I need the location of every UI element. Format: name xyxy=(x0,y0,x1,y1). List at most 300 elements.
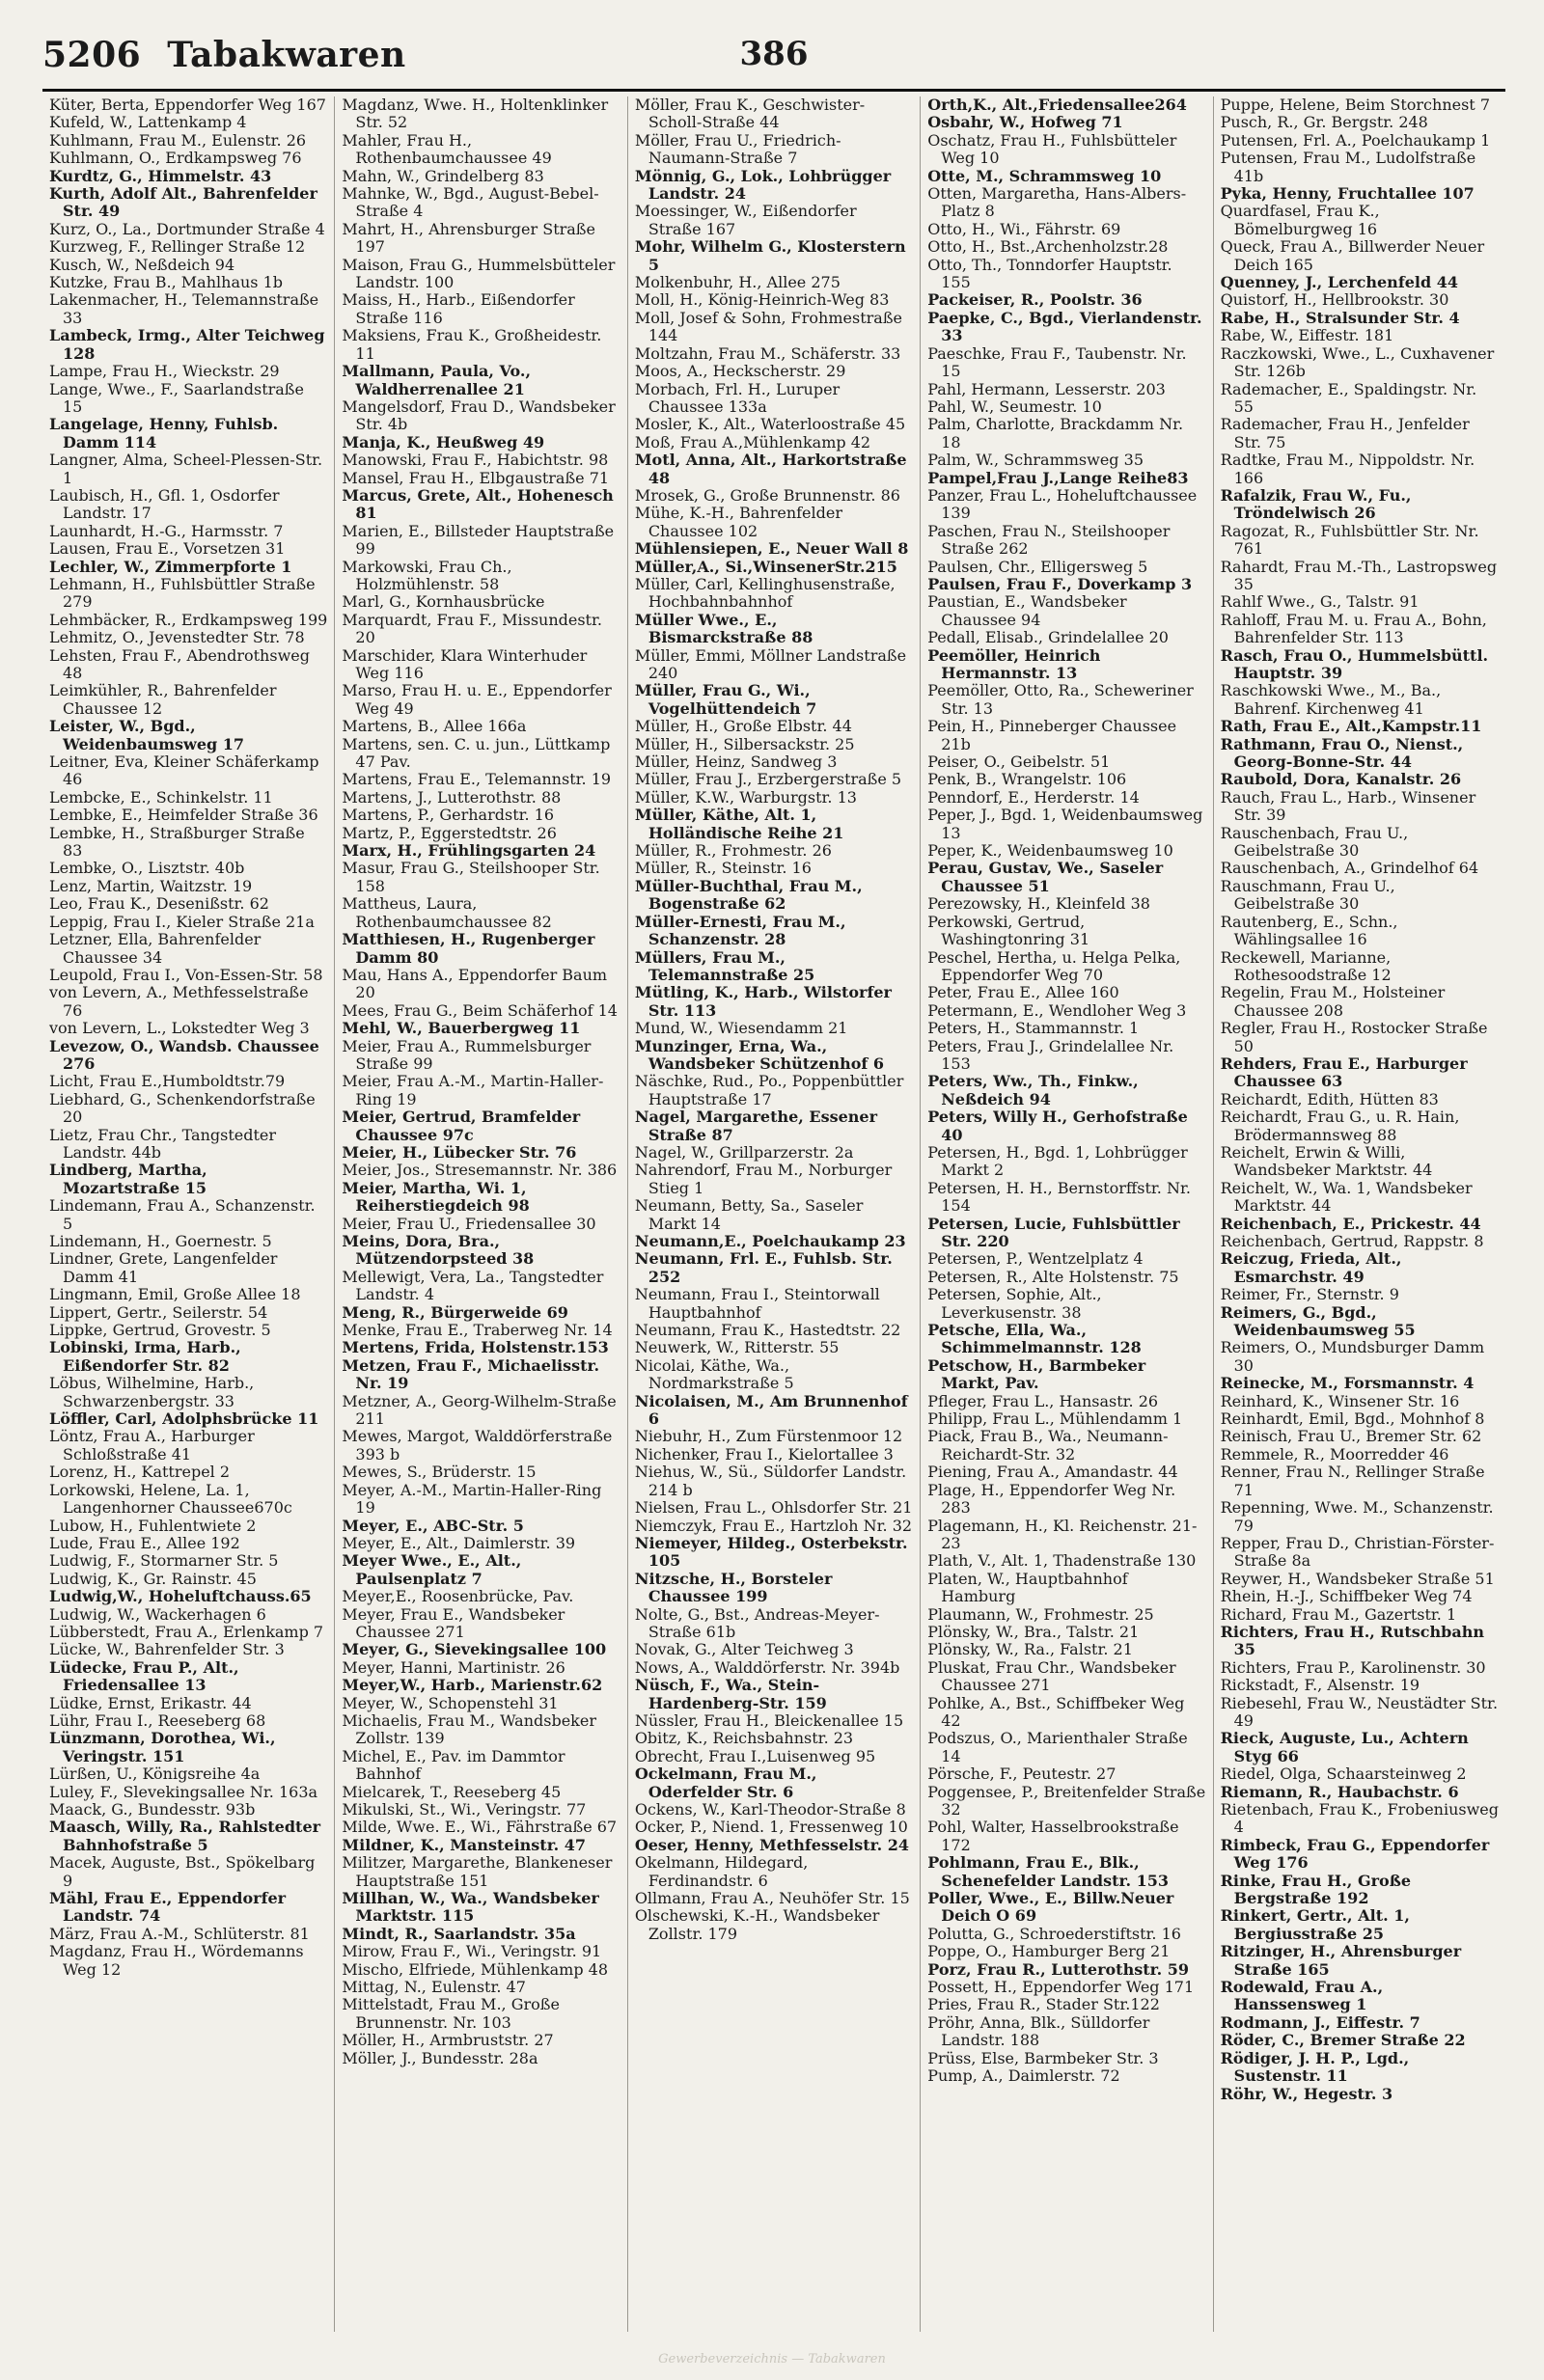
directory-entry: Lubow, H., Fuhlentwiete 2 xyxy=(49,1516,257,1535)
directory-entry: Moß, Frau A.,Mühlenkamp 42 xyxy=(634,432,871,451)
directory-entry: Podszus, O., Marienthaler Straße 14 xyxy=(927,1729,1188,1765)
directory-entry: Meyer, E., Alt., Daimlerstr. 39 xyxy=(342,1533,576,1552)
directory-entry: Plönsky, W., Bra., Talstr. 21 xyxy=(927,1622,1140,1641)
directory-entry: Reimer, Fr., Sternstr. 9 xyxy=(1220,1285,1399,1304)
directory-entry: Platen, W., Hauptbahnhof Hamburg xyxy=(927,1569,1128,1606)
directory-entry: Lindberg, Martha, Mozartstraße 15 xyxy=(49,1161,207,1197)
directory-entry: Luley, F., Slevekingsallee Nr. 163a xyxy=(49,1782,318,1801)
directory-entry: Meier, H., Lübecker Str. 76 xyxy=(342,1142,577,1162)
directory-entry: Mees, Frau G., Beim Schäferhof 14 xyxy=(342,1000,618,1020)
directory-entry: Mindt, R., Saarlandstr. 35a xyxy=(342,1924,576,1943)
directory-entry: Pahl, Hermann, Lesserstr. 203 xyxy=(927,379,1166,398)
directory-entry: Mirow, Frau F., Wi., Veringstr. 91 xyxy=(342,1942,602,1961)
directory-entry: Rademacher, Frau H., Jenfelder Str. 75 xyxy=(1220,415,1470,451)
directory-entry: Penk, B., Wrangelstr. 106 xyxy=(927,770,1127,789)
directory-entry: Mewes, S., Brüderstr. 15 xyxy=(342,1463,537,1482)
directory-entry: Müller,A., Si.,WinsenerStr.215 xyxy=(634,557,897,576)
directory-entry: Panzer, Frau L., Hoheluftchaussee 139 xyxy=(927,485,1198,523)
directory-entry: Metzen, Frau F., Michaelisstr. Nr. 19 xyxy=(342,1355,600,1393)
directory-entry: Lingmann, Emil, Große Allee 18 xyxy=(49,1285,301,1304)
directory-entry: Peters, H., Stammannstr. 1 xyxy=(927,1019,1140,1038)
directory-entry: Rinkert, Gertr., Alt. 1, Bergiusstraße 25 xyxy=(1220,1906,1410,1943)
directory-entry: Reimers, G., Bgd., Weidenbaumsweg 55 xyxy=(1220,1302,1416,1340)
directory-entry: Peper, J., Bgd. 1, Weidenbaumsweg 13 xyxy=(927,806,1203,842)
directory-entry: Neumann, Frl. E., Fuhlsb. Str. 252 xyxy=(634,1249,893,1286)
directory-entry: Marso, Frau H. u. E., Eppendorfer Weg 49 xyxy=(342,681,612,718)
directory-entry: Marl, G., Kornhausbrücke xyxy=(342,592,545,612)
directory-entry: Plath, V., Alt. 1, Thadenstraße 130 xyxy=(927,1551,1197,1571)
directory-entry: Mahrt, H., Ahrensburger Straße 197 xyxy=(342,219,595,257)
directory-entry: Liebhard, G., Schenkendorfstraße 20 xyxy=(49,1089,316,1127)
directory-entry: Ockens, W., Karl-Theodor-Straße 8 xyxy=(634,1800,906,1819)
directory-entry: Richard, Frau M., Gazertstr. 1 xyxy=(1220,1604,1457,1624)
directory-entry: Ollmann, Frau A., Neuhöfer Str. 15 xyxy=(634,1889,910,1908)
directory-entry: Porz, Frau R., Lutterothstr. 59 xyxy=(927,1959,1189,1979)
directory-entry: Meng, R., Bürgerweide 69 xyxy=(342,1302,568,1322)
directory-entry: Rauschenbach, A., Grindelhof 64 xyxy=(1220,859,1479,878)
directory-entry: Neuwerk, W., Ritterstr. 55 xyxy=(634,1338,840,1357)
directory-entry: Neumann,E., Poelchaukamp 23 xyxy=(634,1232,906,1250)
directory-entry: Löbus, Wilhelmine, Harb., Schwarzenbergstr. 33 xyxy=(49,1374,255,1410)
directory-entry: Mewes, Margot, Walddörferstraße 393 b xyxy=(342,1427,613,1464)
directory-entry: Müller, Frau G., Wi., Vogelhüttendeich 7 xyxy=(634,681,817,718)
directory-entry: Leimkühler, R., Bahrenfelder Chaussee 12 xyxy=(49,681,277,718)
directory-entry: Martz, P., Eggerstedtstr. 26 xyxy=(342,823,557,842)
directory-entry: Raubold, Dora, Kanalstr. 26 xyxy=(1220,770,1462,789)
directory-entry: Lindner, Grete, Langenfelder Damm 41 xyxy=(49,1249,278,1286)
directory-entry: Pedall, Elisab., Grindelallee 20 xyxy=(927,628,1169,647)
directory-entry: Pohl, Walter, Hasselbrookstraße 172 xyxy=(927,1818,1179,1854)
directory-entry: Müller, H., Große Elbstr. 44 xyxy=(634,717,852,736)
directory-entry: Moltzahn, Frau M., Schäferstr. 33 xyxy=(634,343,901,363)
center-number: 386 xyxy=(739,35,809,73)
directory-entry: Otte, M., Schrammsweg 10 xyxy=(927,166,1162,185)
directory-entry: Reiczug, Frieda, Alt., Esmarchstr. 49 xyxy=(1220,1249,1402,1286)
directory-entry: Langelage, Henny, Fuhlsb. Damm 114 xyxy=(49,415,279,451)
directory-entry: Rauschenbach, Frau U., Geibelstraße 30 xyxy=(1220,823,1409,861)
directory-entry: Raschkowski Wwe., M., Ba., Bahrenf. Kirchenweg 41 xyxy=(1220,681,1442,718)
directory-entry: Müller, Frau J., Erzbergerstraße 5 xyxy=(634,770,902,789)
directory-entry: Nicolaisen, M., Am Brunnenhof 6 xyxy=(634,1391,908,1429)
directory-entry: Letzner, Ella, Bahrenfelder Chaussee 34 xyxy=(49,930,262,967)
directory-entry: Richters, Frau H., Rutschbahn 35 xyxy=(1220,1622,1484,1659)
directory-entry: Lehmitz, O., Jevenstedter Str. 78 xyxy=(49,628,305,647)
directory-entry: Rabe, H., Stralsunder Str. 4 xyxy=(1220,308,1460,327)
directory-entry: Philipp, Frau L., Mühlendamm 1 xyxy=(927,1409,1183,1429)
directory-entry: Mahnke, W., Bgd., August-Bebel-Straße 4 xyxy=(342,184,599,221)
directory-entry: Metzner, A., Georg-Wilhelm-Straße 211 xyxy=(342,1391,617,1429)
directory-entry: Marcus, Grete, Alt., Hohenesch 81 xyxy=(342,485,614,523)
directory-entry: Leppig, Frau I., Kieler Straße 21a xyxy=(49,912,315,931)
directory-entry: Raczkowski, Wwe., L., Cuxhavener Str. 126b xyxy=(1220,343,1495,381)
directory-entry: Meyer, G., Sievekingsallee 100 xyxy=(342,1640,607,1659)
directory-entry: Pusch, R., Gr. Bergstr. 248 xyxy=(1220,113,1428,132)
directory-entry: Osbahr, W., Hofweg 71 xyxy=(927,113,1123,132)
directory-entry: Oschatz, Frau H., Fuhlsbütteler Weg 10 xyxy=(927,130,1177,168)
directory-entry: Kurz, O., La., Dortmunder Straße 4 xyxy=(49,219,325,238)
directory-entry: Nüsch, F., Wa., Stein-Hardenberg-Str. 159 xyxy=(634,1676,827,1712)
directory-entry: Müller-Buchthal, Frau M., Bogenstraße 62 xyxy=(634,876,863,914)
directory-entry: Rinke, Frau H., Große Bergstraße 192 xyxy=(1220,1871,1412,1908)
directory-entry: Maiss, H., Harb., Eißendorfer Straße 116 xyxy=(342,290,575,327)
directory-entry: Novak, G., Alter Teichweg 3 xyxy=(634,1640,854,1659)
directory-entry: Orth,K., Alt.,Friedensallee264 xyxy=(927,96,1187,114)
directory-entry: Mahn, W., Grindelberg 83 xyxy=(342,166,544,185)
directory-entry: Regler, Frau H., Rostocker Straße 50 xyxy=(1220,1019,1488,1055)
directory-entry: Ludwig, W., Wackerhagen 6 xyxy=(49,1604,266,1624)
directory-entry: Rath, Frau E., Alt.,Kampstr.11 xyxy=(1220,717,1482,736)
directory-entry: Müller, Heinz, Sandweg 3 xyxy=(634,752,838,772)
directory-entry: Leitner, Eva, Kleiner Schäferkamp 46 xyxy=(49,752,319,789)
directory-entry: Repenning, Wwe. M., Schanzenstr. 79 xyxy=(1220,1498,1494,1535)
directory-entry: Remmele, R., Moorredder 46 xyxy=(1220,1444,1449,1464)
directory-entry: Mühlensiepen, E., Neuer Wall 8 xyxy=(634,539,909,559)
directory-entry: Paustian, E., Wandsbeker Chaussee 94 xyxy=(927,592,1127,629)
directory-entry: Kurdtz, G., Himmelstr. 43 xyxy=(49,166,272,185)
directory-entry: Plaumann, W., Frohmestr. 25 xyxy=(927,1604,1154,1624)
directory-entry: Ludwig,W., Hoheluftchauss.65 xyxy=(49,1587,312,1606)
directory-entry: Mund, W., Wiesendamm 21 xyxy=(634,1019,848,1038)
directory-entry: Pump, A., Daimlerstr. 72 xyxy=(927,2066,1120,2086)
directory-entry: Rathmann, Frau O., Nienst., Georg-Bonne-Str. 44 xyxy=(1220,734,1464,772)
directory-entry: Müller, R., Frohmestr. 26 xyxy=(634,841,832,861)
directory-entry: Reinisch, Frau U., Bremer Str. 62 xyxy=(1220,1427,1482,1446)
directory-entry: Lobinski, Irma, Harb., Eißendorfer Str. 82 xyxy=(49,1338,241,1375)
directory-entry: Paulsen, Frau F., Doverkamp 3 xyxy=(927,574,1193,593)
directory-entry: Lude, Frau E., Allee 192 xyxy=(49,1533,240,1552)
directory-entry: Meyer, E., ABC-Str. 5 xyxy=(342,1516,524,1535)
directory-entry: Lakenmacher, H., Telemannstraße 33 xyxy=(49,290,319,327)
directory-entry: Ritzinger, H., Ahrensburger Straße 165 xyxy=(1220,1942,1462,1979)
directory-entry: Pein, H., Pinneberger Chaussee 21b xyxy=(927,717,1177,753)
directory-entry: Repper, Frau D., Christian-Förster-Straße 8a xyxy=(1220,1533,1495,1571)
directory-entry: Mütling, K., Harb., Wilstorfer Str. 113 xyxy=(634,983,892,1020)
directory-entry: Petsche, Ella, Wa., Schimmelmannstr. 128 xyxy=(927,1321,1142,1357)
directory-entry: Leupold, Frau I., Von-Essen-Str. 58 xyxy=(49,965,323,984)
directory-entry: Meyer,W., Harb., Marienstr.62 xyxy=(342,1676,603,1695)
directory-entry: Meyer, Frau E., Wandsbeker Chaussee 271 xyxy=(342,1604,565,1641)
directory-entry: Peters, Ww., Th., Finkw., Neßdeich 94 xyxy=(927,1072,1139,1108)
directory-entry: Paschen, Frau N., Steilshooper Straße 262 xyxy=(927,521,1171,559)
directory-entry: Lüdecke, Frau P., Alt., Friedensallee 13 xyxy=(49,1657,239,1695)
directory-entry: Nagel, Margarethe, Essener Straße 87 xyxy=(634,1108,878,1144)
directory-entry: Reinecke, M., Forsmannstr. 4 xyxy=(1220,1374,1475,1393)
directory-entry: von Levern, L., Lokstedter Weg 3 xyxy=(49,1019,310,1038)
directory-entry: Palm, Charlotte, Brackdamm Nr. 18 xyxy=(927,415,1184,451)
directory-entry: Millhan, W., Wa., Wandsbeker Marktstr. 115 xyxy=(342,1889,599,1926)
directory-entry: Neumann, Betty, Sa., Saseler Markt 14 xyxy=(634,1196,864,1233)
directory-entry: Nielsen, Frau L., Ohlsdorfer Str. 21 xyxy=(634,1498,913,1518)
directory-entry: März, Frau A.-M., Schlüterstr. 81 xyxy=(49,1924,310,1943)
directory-entry: Niehus, W., Sü., Süldorfer Landstr. 214 b xyxy=(634,1463,907,1499)
directory-entry: Rademacher, E., Spaldingstr. Nr. 55 xyxy=(1220,379,1477,416)
directory-entry: Möller, Frau U., Friedrich-Naumann-Straße 7 xyxy=(634,130,841,168)
directory-entry: Reichenbach, Gertrud, Rappstr. 8 xyxy=(1220,1232,1484,1250)
directory-entry: Pröhr, Anna, Blk., Sülldorfer Landstr. 188 xyxy=(927,2012,1150,2050)
column-4 xyxy=(921,96,1213,2332)
directory-entry: Peter, Frau E., Allee 160 xyxy=(927,983,1119,1002)
directory-entry: Meyer, Hanni, Martinistr. 26 xyxy=(342,1657,565,1677)
directory-entry: Michaelis, Frau M., Wandsbeker Zollstr. 139 xyxy=(342,1710,596,1748)
directory-entry: Matthiesen, H., Rugenberger Damm 80 xyxy=(342,930,595,967)
directory-entry: Poller, Wwe., E., Billw.Neuer Deich O 69 xyxy=(927,1889,1174,1926)
directory-entry: Langner, Alma, Scheel-Plessen-Str. 1 xyxy=(49,451,323,487)
directory-entry: Mühe, K.-H., Bahrenfelder Chaussee 102 xyxy=(634,504,842,540)
directory-entry: Kuhlmann, Frau M., Eulenstr. 26 xyxy=(49,130,307,150)
directory-entry: Müllers, Frau M., Telemannstraße 25 xyxy=(634,947,815,984)
directory-entry: Mrosek, G., Große Brunnenstr. 86 xyxy=(634,485,900,505)
directory-entry: Obitz, K., Reichsbahnstr. 23 xyxy=(634,1729,854,1748)
directory-entry: Meier, Gertrud, Bramfelder Chaussee 97c xyxy=(342,1108,581,1144)
directory-entry: Poggensee, P., Breitenfelder Straße 32 xyxy=(927,1782,1206,1819)
directory-entry: Pyka, Henny, Fruchtallee 107 xyxy=(1220,184,1475,204)
directory-entry: Rhein, H.-J., Schiffbeker Weg 74 xyxy=(1220,1587,1473,1606)
directory-entry: Müller-Ernesti, Frau M., Schanzenstr. 28 xyxy=(634,912,846,949)
directory-entry: Lübberstedt, Frau A., Erlenkamp 7 xyxy=(49,1622,324,1641)
directory-entry: Possett, H., Eppendorfer Weg 171 xyxy=(927,1978,1195,1997)
column-3 xyxy=(628,96,921,2332)
directory-entry: Morbach, Frl. H., Luruper Chaussee 133a xyxy=(634,379,841,416)
directory-entry: Magdanz, Frau H., Wördemanns Weg 12 xyxy=(49,1942,304,1979)
directory-entry: Lehmbäcker, R., Erdkampsweg 199 xyxy=(49,610,328,629)
directory-entry: Müller, Käthe, Alt. 1, Holländische Reihe 21 xyxy=(634,806,844,842)
directory-entry: Martens, sen. C. u. jun., Lüttkamp 47 Pav. xyxy=(342,734,611,772)
directory-entry: Möller, H., Armbruststr. 27 xyxy=(342,2031,554,2050)
directory-entry: Meyer, A.-M., Martin-Haller-Ring 19 xyxy=(342,1480,602,1518)
page-header xyxy=(42,27,1505,92)
directory-entry: Pörsche, F., Peutestr. 27 xyxy=(927,1764,1117,1784)
directory-entry: Lange, Wwe., F., Saarlandstraße 15 xyxy=(49,379,304,416)
directory-entry: Rahlf Wwe., G., Talstr. 91 xyxy=(1220,592,1420,612)
directory-entry: Reichardt, Edith, Hütten 83 xyxy=(1220,1089,1439,1108)
directory-entry: Mildner, K., Mansteinstr. 47 xyxy=(342,1835,587,1854)
directory-entry: Maison, Frau G., Hummelsbütteler Landstr. 100 xyxy=(342,255,616,292)
directory-entry: Marquardt, Frau F., Missundestr. 20 xyxy=(342,610,602,647)
directory-entry: Petersen, Sophie, Alt., Leverkusenstr. 38 xyxy=(927,1285,1102,1322)
directory-entry: Mittag, N., Eulenstr. 47 xyxy=(342,1978,526,1997)
directory-entry: Nagel, W., Grillparzerstr. 2a xyxy=(634,1142,854,1162)
directory-entry: Rieck, Auguste, Lu., Achtern Styg 66 xyxy=(1220,1729,1469,1765)
column-5 xyxy=(1214,96,1505,2332)
directory-entry: Regelin, Frau M., Holsteiner Chaussee 208 xyxy=(1220,983,1446,1020)
directory-entry: Prüss, Else, Barmbeker Str. 3 xyxy=(927,2048,1159,2067)
directory-entry: Lüdke, Ernst, Erikastr. 44 xyxy=(49,1693,252,1712)
directory-entry: Lampe, Frau H., Wieckstr. 29 xyxy=(49,362,280,381)
directory-entry: Rietenbach, Frau K., Frobeniusweg 4 xyxy=(1220,1800,1500,1837)
directory-entry: Peschel, Hertha, u. Helga Pelka, Eppendorfer Weg 70 xyxy=(927,947,1181,984)
directory-entry: Lembke, O., Lisztstr. 40b xyxy=(49,859,245,878)
directory-entry: Michel, E., Pav. im Dammtor Bahnhof xyxy=(342,1746,565,1784)
directory-entry: Pluskat, Frau Chr., Wandsbeker Chaussee 271 xyxy=(927,1657,1176,1695)
directory-entry: Otto, Th., Tonndorfer Hauptstr. 155 xyxy=(927,255,1172,292)
directory-entry: Niemeyer, Hildeg., Osterbekstr. 105 xyxy=(634,1533,908,1571)
directory-entry: Marien, E., Billsteder Hauptstraße 99 xyxy=(342,521,615,559)
directory-entry: Rautenberg, E., Schn., Wählingsallee 16 xyxy=(1220,912,1398,949)
directory-entry: Markowski, Frau Ch., Holzmühlenstr. 58 xyxy=(342,557,512,593)
directory-entry: Kurzweg, F., Rellinger Straße 12 xyxy=(49,237,306,257)
directory-entry: Mähl, Frau E., Eppendorfer Landstr. 74 xyxy=(49,1889,287,1926)
directory-entry: Lehmann, H., Fuhlsbüttler Straße 279 xyxy=(49,574,316,612)
directory-entry: Puppe, Helene, Beim Storchnest 7 xyxy=(1220,96,1490,114)
directory-entry: Rickstadt, F., Alsenstr. 19 xyxy=(1220,1676,1420,1695)
directory-entry: Launhardt, H.-G., Harmsstr. 7 xyxy=(49,521,284,540)
directory-entry: Radtke, Frau M., Nippoldstr. Nr. 166 xyxy=(1220,451,1475,487)
directory-entry: Peper, K., Weidenbaumsweg 10 xyxy=(927,841,1173,861)
directory-entry: Lorenz, H., Kattrepel 2 xyxy=(49,1463,231,1482)
directory-entry: Palm, W., Schrammsweg 35 xyxy=(927,451,1144,470)
directory-entry: Reichenbach, E., Prickestr. 44 xyxy=(1220,1214,1481,1233)
directory-entry: Lühr, Frau I., Reeseberg 68 xyxy=(49,1710,266,1730)
directory-entry: Rafalzik, Frau W., Fu., Tröndelwisch 26 xyxy=(1220,485,1412,523)
directory-entry: Otto, H., Bst.,Archenholzstr.28 xyxy=(927,237,1169,257)
directory-entry: Lünzmann, Dorothea, Wi., Veringstr. 151 xyxy=(49,1729,276,1765)
directory-entry: Röhr, W., Hegestr. 3 xyxy=(1220,2084,1393,2103)
directory-entry: Kusch, W., Neßdeich 94 xyxy=(49,255,235,274)
directory-entry: Lindemann, Frau A., Schanzenstr. 5 xyxy=(49,1196,316,1233)
directory-entry: Olschewski, K.-H., Wandsbeker Zollstr. 179 xyxy=(634,1906,880,1943)
directory-entry: Lippke, Gertrud, Grovestr. 5 xyxy=(49,1321,271,1340)
directory-entry: Leo, Frau K., Desenißstr. 62 xyxy=(49,894,269,914)
directory-entry: Laubisch, H., Gfl. 1, Osdorfer Landstr. 17 xyxy=(49,485,280,523)
directory-entry: Mohr, Wilhelm G., Klosterstern 5 xyxy=(634,237,906,274)
directory-entry: Nows, A., Walddörferstr. Nr. 394b xyxy=(634,1657,900,1677)
directory-entry: Mansel, Frau H., Elbgaustraße 71 xyxy=(342,468,610,487)
directory-entry: Okelmann, Hildegard, Ferdinandstr. 6 xyxy=(634,1853,809,1890)
directory-entry: Näschke, Rud., Po., Poppenbüttler Hauptstraße 17 xyxy=(634,1072,904,1108)
directory-entry: Müller, Emmi, Möllner Landstraße 240 xyxy=(634,645,907,682)
directory-entry: Perkowski, Gertrud, Washingtonring 31 xyxy=(927,912,1090,949)
directory-entry: Mielcarek, T., Reeseberg 45 xyxy=(342,1782,562,1801)
directory-entry: Ragozat, R., Fuhlsbüttler Str. Nr. 761 xyxy=(1220,521,1479,559)
directory-entry: Quenney, J., Lerchenfeld 44 xyxy=(1220,273,1458,292)
directory-entry: Röder, C., Bremer Straße 22 xyxy=(1220,2031,1466,2050)
directory-entry: Martens, J., Lutterothstr. 88 xyxy=(342,787,562,807)
directory-entry: Müller, H., Silbersackstr. 25 xyxy=(634,734,855,753)
directory-entry: Mertens, Frida, Holstenstr.153 xyxy=(342,1338,609,1357)
directory-entry: Lorkowski, Helene, La. 1, Langenhorner Chaussee670c xyxy=(49,1480,292,1518)
directory-entry: Lücke, W., Bahrenfelder Str. 3 xyxy=(49,1640,285,1659)
directory-entry: Queck, Frau A., Billwerder Neuer Deich 165 xyxy=(1220,237,1485,274)
directory-entry: Lembke, E., Heimfelder Straße 36 xyxy=(49,806,318,825)
directory-entry: Müller, K.W., Warburgstr. 13 xyxy=(634,787,857,807)
directory-entry: Peemöller, Otto, Ra., Scheweriner Str. 13 xyxy=(927,681,1194,718)
directory-entry: Mallmann, Paula, Vo., Waldherrenallee 21 xyxy=(342,362,532,398)
directory-entry: Magdanz, Wwe. H., Holtenklinker Str. 52 xyxy=(342,96,609,132)
directory-entry: Renner, Frau N., Rellinger Straße 71 xyxy=(1220,1463,1485,1499)
directory-entry: Meier, Frau U., Friedensallee 30 xyxy=(342,1214,596,1233)
directory-entry: Kuhlmann, O., Erdkampsweg 76 xyxy=(49,149,302,168)
directory-entry: Mahler, Frau H., Rothenbaumchaussee 49 xyxy=(342,130,552,168)
directory-entry: Packeiser, R., Poolstr. 36 xyxy=(927,290,1143,310)
directory-entry: Moll, H., König-Heinrich-Weg 83 xyxy=(634,290,890,310)
directory-entry: Ocker, P., Niend. 1, Fressenweg 10 xyxy=(634,1818,908,1837)
directory-entry: Rehders, Frau E., Harburger Chaussee 63 xyxy=(1220,1053,1468,1091)
directory-entry: Lürßen, U., Königsreihe 4a xyxy=(49,1764,261,1784)
directory-entry: Kurth, Adolf Alt., Bahrenfelder Str. 49 xyxy=(49,184,317,221)
directory-entry: Manowski, Frau F., Habichtstr. 98 xyxy=(342,451,609,470)
directory-entry: Maksiens, Frau K., Großheidestr. 11 xyxy=(342,326,602,363)
directory-entry: Riedel, Olga, Schaarsteinweg 2 xyxy=(1220,1764,1467,1784)
directory-entry: von Levern, A., Methfesselstraße 76 xyxy=(49,983,309,1020)
directory-entry: Meier, Jos., Stresemannstr. Nr. 386 xyxy=(342,1161,618,1180)
directory-entry: Reichardt, Frau G., u. R. Hain, Brödermannsweg 88 xyxy=(1220,1108,1460,1144)
directory-entry: Plönsky, W., Ra., Falstr. 21 xyxy=(927,1640,1133,1659)
directory-entry: Peters, Frau J., Grindelallee Nr. 153 xyxy=(927,1036,1174,1073)
directory-entry: Marschider, Klara Winterhuder Weg 116 xyxy=(342,645,588,682)
directory-entry: Rödiger, J. H. P., Lgd., Sustenstr. 11 xyxy=(1220,2048,1410,2086)
directory-entry: Ludwig, F., Stormarner Str. 5 xyxy=(49,1551,279,1571)
directory-entry: Meyer Wwe., E., Alt., Paulsenplatz 7 xyxy=(342,1551,522,1588)
directory-entry: Niemczyk, Frau E., Hartzloh Nr. 32 xyxy=(634,1516,913,1535)
directory-entry: Rabe, W., Eiffestr. 181 xyxy=(1220,326,1394,345)
directory-entry: Petschow, H., Barmbeker Markt, Pav. xyxy=(927,1355,1146,1393)
footer-stamp: Gewerbeverzeichnis — Tabakwaren xyxy=(658,2352,886,2366)
directory-entry: Paepke, C., Bgd., Vierlandenstr. 33 xyxy=(927,308,1202,345)
directory-entry: Perau, Gustav, We., Saseler Chaussee 51 xyxy=(927,859,1164,895)
directory-entry: Löntz, Frau A., Harburger Schloßstraße 41 xyxy=(49,1427,255,1464)
directory-entry: Meyer, W., Schopenstehl 31 xyxy=(342,1693,559,1712)
directory-entry: Petermann, E., Wendloher Weg 3 xyxy=(927,1000,1187,1020)
directory-entry: Mau, Hans A., Eppendorfer Baum 20 xyxy=(342,965,608,1002)
directory-entry: Lindemann, H., Goernestr. 5 xyxy=(49,1232,272,1250)
directory-entry: Reimers, O., Mundsburger Damm 30 xyxy=(1220,1338,1485,1375)
directory-entry: Neumann, Frau I., Steintorwall Hauptbahnhof xyxy=(634,1285,880,1322)
directory-entry: Mellewigt, Vera, La., Tangstedter Landstr. 4 xyxy=(342,1267,604,1304)
directory-entry: Müller Wwe., E., Bismarckstraße 88 xyxy=(634,610,813,647)
directory-entry: Menke, Frau E., Traberweg Nr. 14 xyxy=(342,1321,613,1340)
directory-entry: Maasch, Willy, Ra., Rahlstedter Bahnhofstraße 5 xyxy=(49,1818,321,1854)
directory-entry: Petersen, Lucie, Fuhlsbüttler Str. 220 xyxy=(927,1214,1180,1250)
directory-entry: Pries, Frau R., Stader Str.122 xyxy=(927,1995,1160,2014)
directory-entry: Lausen, Frau E., Vorsetzen 31 xyxy=(49,539,286,559)
directory-entry: Moessinger, W., Eißendorfer Straße 167 xyxy=(634,202,857,238)
directory-entry: Milde, Wwe. E., Wi., Fährstraße 67 xyxy=(342,1818,618,1837)
directory-entry: Lehsten, Frau F., Abendrothsweg 48 xyxy=(49,645,310,682)
directory-entry: Neumann, Frau K., Hastedtstr. 22 xyxy=(634,1321,901,1340)
directory-entry: Putensen, Frl. A., Poelchaukamp 1 xyxy=(1220,130,1491,150)
directory-entry: Molkenbuhr, H., Allee 275 xyxy=(634,273,841,292)
directory-entry: Meier, Frau A., Rummelsburger Straße 99 xyxy=(342,1036,592,1073)
directory-entry: Manja, K., Heußweg 49 xyxy=(342,432,545,451)
directory-entry: Otto, H., Wi., Fährstr. 69 xyxy=(927,219,1121,238)
directory-entry: Obrecht, Frau I.,Luisenweg 95 xyxy=(634,1746,876,1765)
directory-entry: Lembke, H., Straßburger Straße 83 xyxy=(49,823,305,861)
directory-entry: Peters, Willy H., Gerhofstraße 40 xyxy=(927,1108,1188,1144)
directory-entry: Mikulski, St., Wi., Veringstr. 77 xyxy=(342,1800,587,1819)
directory-entry: Ludwig, K., Gr. Rainstr. 45 xyxy=(49,1569,257,1588)
directory-entry: Levezow, O., Wandsb. Chaussee 276 xyxy=(49,1036,319,1073)
directory-entry: Mischo, Elfriede, Mühlenkamp 48 xyxy=(342,1959,608,1979)
directory-entry: Licht, Frau E.,Humboldtstr.79 xyxy=(49,1072,286,1091)
directory-entry: Meins, Dora, Bra., Mützendorpsteed 38 xyxy=(342,1232,535,1269)
directory-entry: Macek, Auguste, Bst., Spökelbarg 9 xyxy=(49,1853,316,1890)
directory-entry: Quistorf, H., Hellbrookstr. 30 xyxy=(1220,290,1449,310)
directory-entry: Reichelt, Erwin & Willi, Wandsbeker Marktstr. 44 xyxy=(1220,1142,1433,1180)
directory-entry: Rimbeck, Frau G., Eppendorfer Weg 176 xyxy=(1220,1835,1490,1873)
directory-columns xyxy=(42,96,1505,2332)
directory-entry: Mönnig, G., Lok., Lohbrügger Landstr. 24 xyxy=(634,166,892,204)
directory-entry: Nitzsche, H., Borsteler Chaussee 199 xyxy=(634,1569,833,1606)
directory-entry: Petersen, P., Wentzelplatz 4 xyxy=(927,1249,1144,1269)
directory-entry: Piening, Frau A., Amandastr. 44 xyxy=(927,1463,1178,1482)
directory-entry: Martens, B., Allee 166a xyxy=(342,717,527,736)
directory-entry: Löffler, Carl, Adolphsbrücke 11 xyxy=(49,1409,319,1429)
directory-entry: Nüssler, Frau H., Bleickenallee 15 xyxy=(634,1710,904,1730)
directory-entry: Reckewell, Marianne, Rothesoodstraße 12 xyxy=(1220,947,1392,984)
directory-entry: Moos, A., Heckscherstr. 29 xyxy=(634,362,846,381)
directory-entry: Quardfasel, Frau K., Bömelburgweg 16 xyxy=(1220,202,1380,238)
directory-entry: Meier, Martha, Wi. 1, Reiherstiegdeich 98 xyxy=(342,1178,530,1216)
